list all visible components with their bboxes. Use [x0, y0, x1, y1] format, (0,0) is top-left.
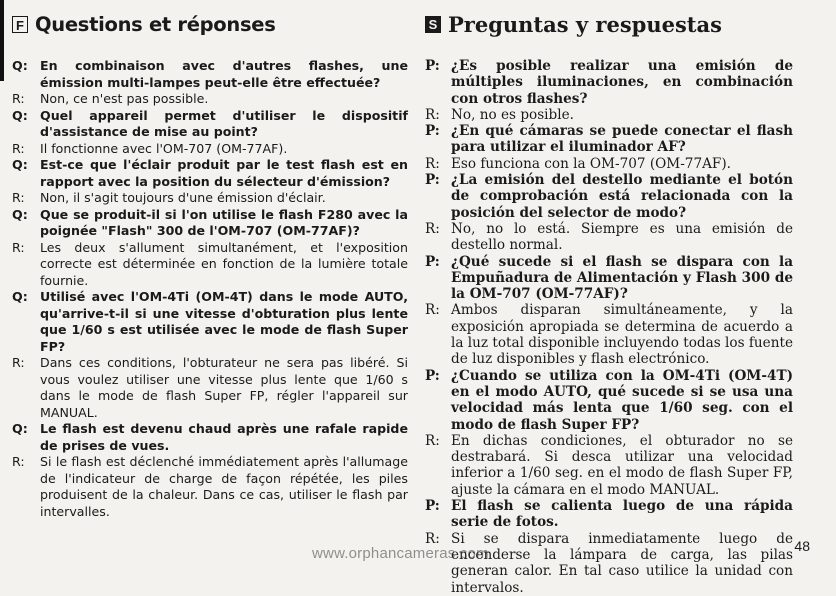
question-text: Utilisé avec l'OM-4Ti (OM-4T) dans le mode AUTO, qu'arrive-t-il si une vitesse d'obturation plus lente que 1/60 s est utilisée avec le mode de flash Super FP?	[40, 289, 408, 354]
question-text: ¿Cuando se utiliza con la OM-4Ti (OM-4T) en el modo AUTO, qué sucede si se usa una velocidad más lenta que 1/60 seg. con el modo de flash Super FP?	[451, 367, 793, 433]
answer-text: Il fonctionne avec l'OM-707 (OM-77AF).	[40, 140, 288, 156]
qa-label: R:	[425, 302, 440, 319]
qa-item	[425, 433, 793, 498]
french-title: Questions et réponses	[35, 12, 276, 36]
qa-item	[12, 454, 408, 520]
question-text: ¿Qué sucede si el flash se dispara con la Empuñadura de Alimentación y Flash 300 de la OM-707 (OM-77AF)?	[451, 253, 793, 303]
qa-label: R:	[12, 91, 25, 106]
question-text: El flash se calienta luego de una rápida serie de fotos.	[451, 498, 793, 531]
spanish-heading	[425, 8, 793, 40]
qa-item	[425, 498, 793, 531]
qa-item	[12, 91, 408, 108]
qa-item	[12, 190, 408, 207]
page-number: 48	[794, 538, 810, 554]
qa-item	[425, 254, 793, 303]
answer-text: Si se dispara inmediatamente luego de encenderse la lámpara de carga, las pilas generan calor. En tal caso utilice la unidad con intervalos.	[451, 530, 793, 596]
answer-text: Non, il s'agit toujours d'une émission d'éclair.	[40, 190, 326, 205]
qa-item	[425, 302, 793, 367]
qa-item	[12, 58, 408, 91]
qa-item	[12, 355, 408, 421]
qa-item	[425, 172, 793, 221]
question-text: ¿La emisión del destello mediante el botón de comprobación está relacionada con la posición del selector de modo?	[451, 172, 793, 221]
qa-label: Q:	[12, 421, 28, 436]
answer-text: Non, ce n'est pas possible.	[40, 91, 209, 106]
question-text: Le flash est devenu chaud après une rafale rapide de prises de vues.	[40, 421, 408, 453]
qa-label: R:	[12, 454, 25, 469]
qa-item	[12, 421, 408, 454]
qa-label: P:	[425, 367, 440, 384]
qa-item	[12, 240, 408, 290]
qa-label: R:	[425, 106, 440, 123]
qa-label: R:	[425, 155, 440, 172]
question-text: ¿En qué cámaras se puede conectar el flash para utilizar el iluminador AF?	[451, 123, 793, 156]
qa-item	[425, 123, 793, 156]
qa-label: Q:	[12, 206, 28, 222]
qa-label: P:	[425, 123, 440, 140]
answer-text: Eso funciona con la OM-707 (OM-77AF).	[451, 155, 731, 172]
answer-text: Les deux s'allument simultanément, et l'exposition correcte est déterminée en fonction de la lumière totale fournie.	[40, 239, 408, 288]
spanish-title: Preguntas y respuestas	[448, 11, 722, 37]
spanish-language-badge: S	[425, 16, 441, 33]
answer-text: En dichas condiciones, el obturador no se destrabará. Si desca utilizar una velocidad inferior a 1/60 seg. en el modo de flash Super FP, ajuste la cámara en el modo MANUAL.	[451, 432, 793, 498]
question-text: Quel appareil permet d'utiliser le dispositif d'assistance de mise au point?	[40, 107, 408, 139]
qa-label: R:	[12, 140, 25, 156]
qa-label: P:	[425, 172, 440, 189]
french-heading	[12, 8, 408, 40]
qa-label: Q:	[12, 289, 28, 304]
qa-item	[12, 157, 408, 190]
answer-text: No, no es posible.	[451, 106, 574, 123]
qa-item	[425, 531, 793, 596]
watermark-url: www.orphancameras.com	[312, 545, 489, 562]
qa-item	[425, 107, 793, 123]
qa-label: R:	[425, 432, 440, 449]
qa-label: R:	[425, 530, 440, 547]
qa-label: Q:	[12, 107, 28, 123]
answer-text: Dans ces conditions, l'obturateur ne sera pas libéré. Si vous voulez utiliser une vitesse plus lente que 1/60 s dans le mode de flash Super FP, régler l'appareil sur MANUAL.	[40, 355, 408, 420]
french-qa-list	[12, 58, 408, 520]
question-text: Que se produit-il si l'on utilise le flash F280 avec la poignée "Flash" 300 de l'OM-707 (OM-77AF)?	[40, 206, 408, 238]
french-language-badge: F	[12, 16, 28, 33]
answer-text: No, no lo está. Siempre es una emisión de destello normal.	[451, 220, 793, 254]
question-text: En combinaison avec d'autres flashes, une émission multi-lampes peut-elle être effectuée?	[40, 58, 408, 90]
qa-label: P:	[425, 253, 440, 270]
qa-label: Q:	[12, 157, 28, 172]
spanish-qa-list	[425, 58, 793, 596]
answer-text: Ambos disparan simultáneamente, y la exposición apropiada se determina de acuerdo a la luz total disponible incluyendo todas los fuente de luz disponibles y flash electrónico.	[451, 302, 793, 368]
qa-item	[425, 156, 793, 172]
qa-label: R:	[425, 220, 440, 237]
qa-label: R:	[12, 239, 25, 255]
qa-item	[12, 141, 408, 158]
qa-item	[12, 207, 408, 240]
qa-label: Q:	[12, 58, 28, 73]
qa-label: R:	[12, 355, 25, 370]
binding-edge	[0, 0, 4, 578]
spanish-column	[425, 8, 793, 596]
question-text: ¿Es posible realizar una emisión de múltiples iluminaciones, en combinación con otros flashes?	[451, 58, 793, 107]
qa-label: R:	[12, 190, 25, 205]
answer-text: Si le flash est déclenché immédiatement après l'allumage de l'indicateur de charge de façon répétée, les piles produisent de la chaleur. Dans ce cas, utiliser le flash par intervalles.	[40, 454, 408, 519]
qa-item	[12, 108, 408, 141]
qa-item	[425, 58, 793, 107]
qa-label: P:	[425, 498, 440, 515]
french-column	[12, 8, 408, 520]
qa-item	[425, 221, 793, 254]
qa-item	[425, 368, 793, 433]
qa-item	[12, 289, 408, 355]
question-text: Est-ce que l'éclair produit par le test flash est en rapport avec la position du sélecteur d'émission?	[40, 157, 408, 189]
qa-label: P:	[425, 58, 440, 74]
